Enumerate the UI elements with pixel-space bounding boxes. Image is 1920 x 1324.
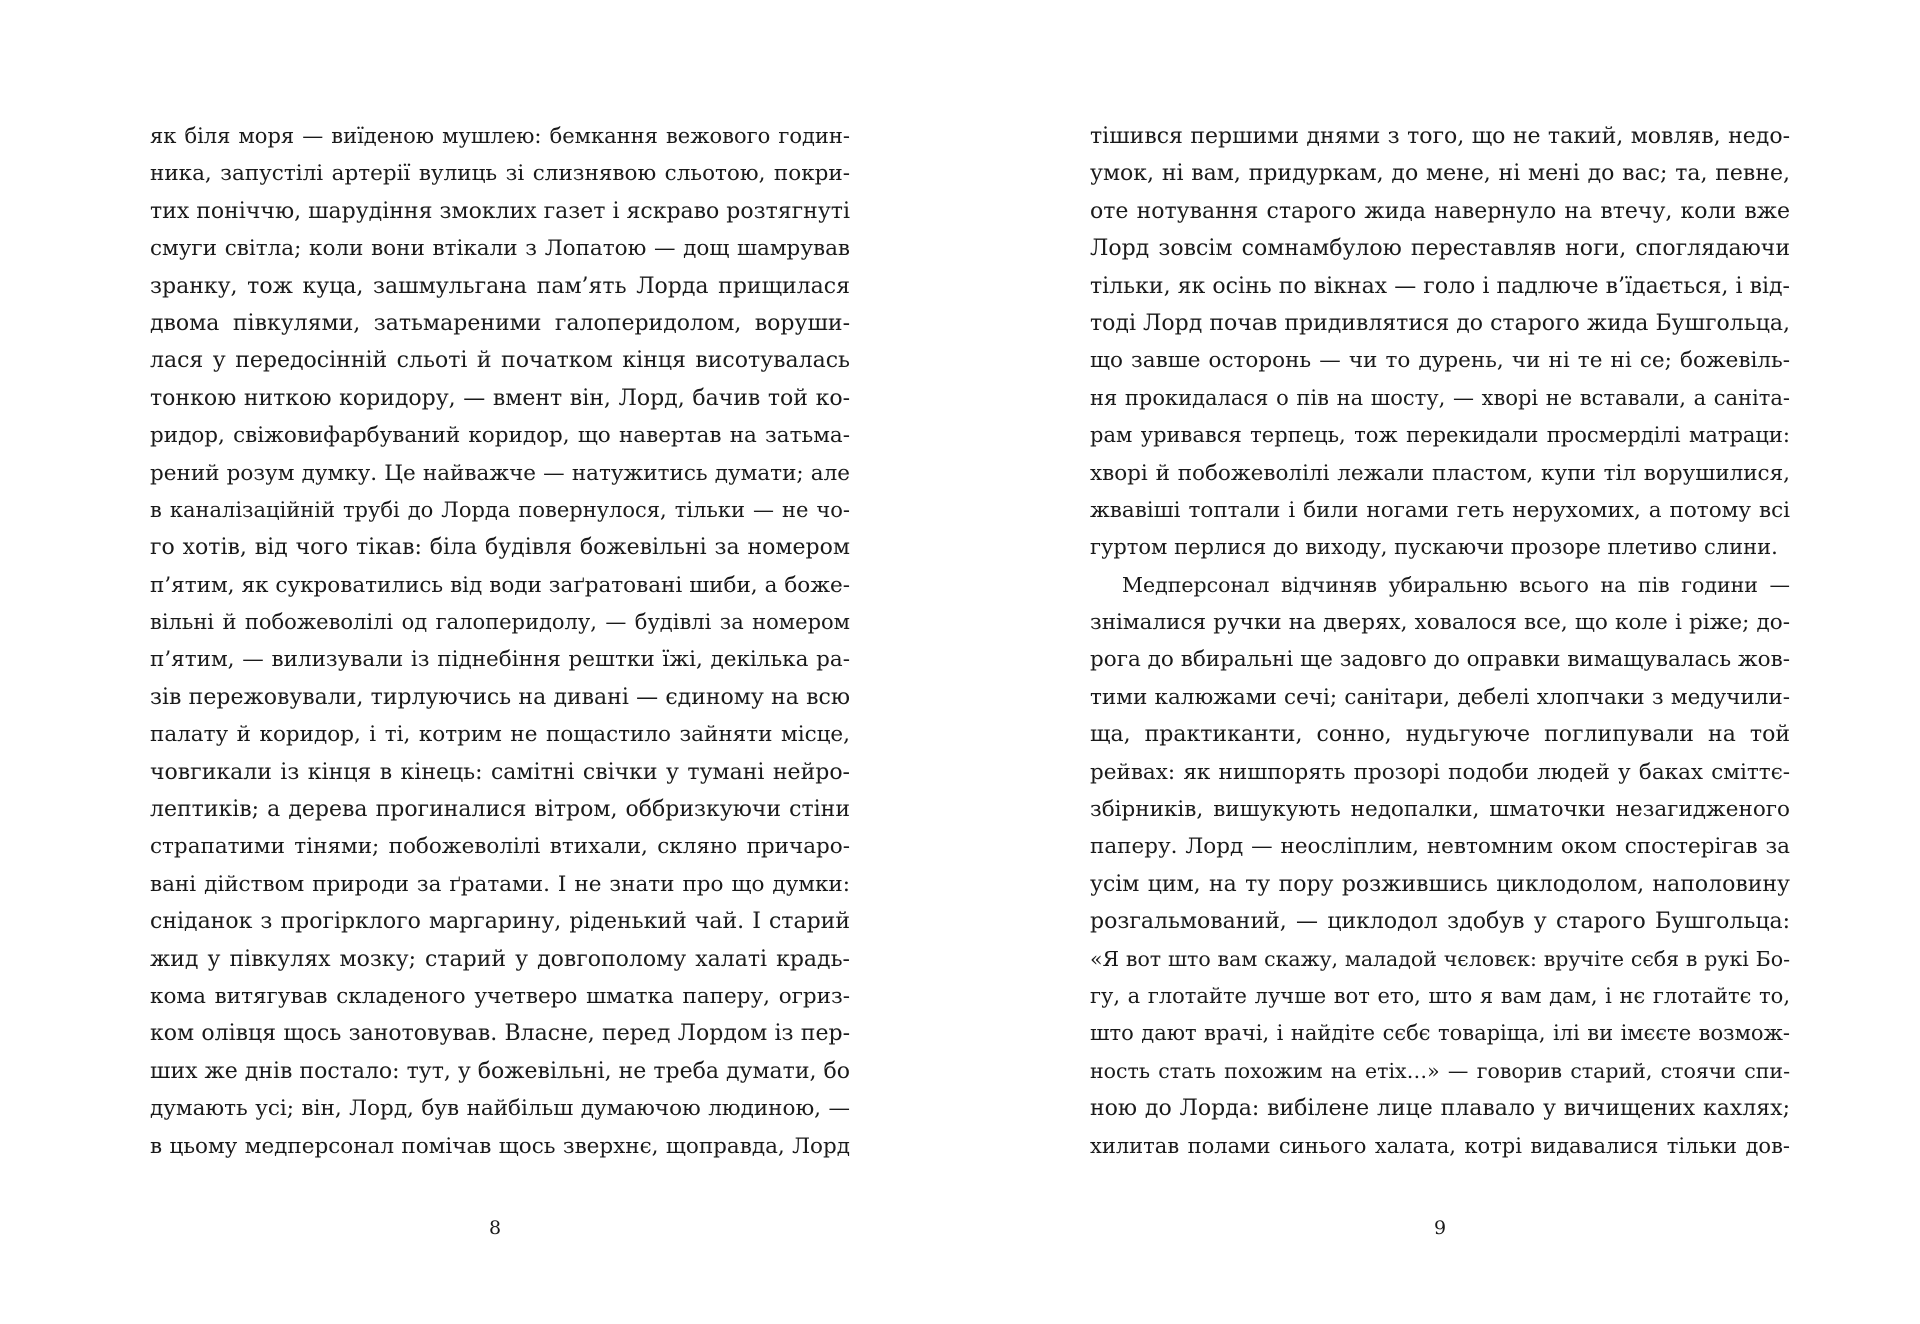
text-line: «Я вот што вам скажу, маладой чєловєк: вручіте сєбя в рукі Бо- bbox=[1090, 946, 1790, 971]
text-line: ридор, свіжовифарбуваний коридор, що навертав на затьма- bbox=[150, 423, 850, 449]
text-line: Лорд зовсім сомнамбулою переставляв ноги, споглядаючи bbox=[1090, 236, 1790, 262]
text-line: гуртом перлися до виходу, пускаючи прозоре плетиво слини. bbox=[1090, 535, 1778, 560]
left-page-text bbox=[150, 118, 850, 1165]
text-line: кома витягував складеного учетверо шматка паперу, огриз- bbox=[150, 983, 850, 1009]
text-line: палату й коридор, і ті, котрим не пощастило зайняти місце, bbox=[150, 722, 850, 748]
text-line: двома півкулями, затьмареними галоперидолом, воруши- bbox=[150, 310, 850, 336]
text-line: розгальмований, — циклодол здобув у старого Бушгольца: bbox=[1090, 909, 1790, 935]
text-line: тішився першими днями з того, що не такий, мовляв, недо- bbox=[1090, 124, 1790, 149]
text-line: рейвах: як нишпорять прозорі подоби людей у баках сміттє- bbox=[1090, 759, 1790, 785]
text-line: го хотів, від чого тікав: біла будівля божевільні за номером bbox=[150, 535, 850, 561]
text-line: жид у півкулях мозку; старий у довгополому халаті крадь- bbox=[150, 946, 850, 972]
text-line: гу, а глотайте лучше вот ето, што я вам дам, і нє глотайтє то, bbox=[1090, 983, 1790, 1008]
text-line: смуги світла; коли вони втікали з Лопатою — дощ шамрував bbox=[150, 236, 850, 262]
text-line: в цьому медперсонал помічав щось зверхнє, щоправда, Лорд bbox=[150, 1133, 850, 1159]
text-line: Медперсонал відчиняв убиральню всього на пів години — bbox=[1122, 572, 1790, 597]
text-line: човгикали із кінця в кінець: самітні свічки у тумані нейро- bbox=[150, 759, 850, 785]
right-page-number: 9 bbox=[1433, 1217, 1447, 1239]
text-line: оте нотування старого жида навернуло на втечу, коли вже bbox=[1090, 198, 1790, 224]
text-line: знімалися ручки на дверях, ховалося все, що коле і ріже; до- bbox=[1090, 610, 1790, 636]
text-line: збірників, вишукують недопалки, шматочки незагидженого bbox=[1090, 797, 1790, 823]
text-line: хворі й побожеволілі лежали пластом, купи тіл ворушилися, bbox=[1090, 460, 1790, 486]
text-line: ность стать похожим на етіх…» — говорив старий, стоячи спи- bbox=[1090, 1058, 1790, 1083]
text-line: рам уривався терпець, тож перекидали просмерділі матраци: bbox=[1090, 423, 1790, 448]
text-line: тоді Лорд почав придивлятися до старого жида Бушгольца, bbox=[1090, 310, 1790, 336]
text-line: рога до вбиральні ще задовго до оправки вимащувалась жов- bbox=[1090, 647, 1790, 673]
text-line: ника, запустілі артерії вулиць зі слизнявою сльотою, покри- bbox=[150, 161, 850, 187]
right-page bbox=[960, 0, 1920, 1324]
text-line: зранку, тож куца, зашмульгана пам’ять Лорда прищилася bbox=[150, 273, 850, 299]
text-line: рений розум думку. Це найважче — натужитись думати; але bbox=[150, 460, 850, 486]
text-line: що завше осторонь — чи то дурень, чи ні те ні се; божевіль- bbox=[1090, 348, 1790, 374]
text-line: усім цим, на ту пору розжившись циклодолом, наполовину bbox=[1090, 871, 1790, 897]
text-line: ною до Лорда: вибілене лице плавало у вичищених кахлях; bbox=[1090, 1096, 1790, 1122]
text-line: як біля моря — виїденою мушлею: бемкання вежового годин- bbox=[150, 124, 850, 148]
text-line: лептиків; а дерева прогиналися вітром, оббризкуючи стіни bbox=[150, 797, 850, 823]
text-line: п’ятим, — вилизували із піднебіння рештки їжі, декілька ра- bbox=[150, 647, 850, 673]
text-line: жвавіші топтали і били ногами геть нерухомих, а потому всі bbox=[1090, 497, 1790, 523]
text-line: вільні й побожеволілі од галоперидолу, — будівлі за номером bbox=[150, 610, 850, 635]
left-page-number: 8 bbox=[488, 1217, 502, 1239]
text-line: ком олівця щось занотовував. Власне, перед Лордом із пер- bbox=[150, 1021, 850, 1047]
text-line: п’ятим, як сукроватились від води заґратовані шиби, а боже- bbox=[150, 572, 850, 598]
text-line: вані дійством природи за ґратами. І не знати про що думки: bbox=[150, 871, 850, 897]
text-line: умок, ні вам, придуркам, до мене, ні мені до вас; та, певне, bbox=[1090, 161, 1790, 187]
text-line: страпатими тінями; побожеволілі втихали, скляно причаро- bbox=[150, 834, 850, 860]
text-line: ща, практиканти, сонно, нудьгуюче поглипували на той bbox=[1090, 722, 1790, 748]
text-line: тільки, як осінь по вікнах — голо і падлюче в’їдається, і від- bbox=[1090, 273, 1790, 299]
right-page-text bbox=[1090, 118, 1790, 1165]
text-line: тонкою ниткою коридору, — вмент він, Лорд, бачив той ко- bbox=[150, 385, 850, 411]
text-line: в каналізаційній трубі до Лорда повернулося, тільки — не чо- bbox=[150, 497, 850, 522]
text-line: сніданок з прогірклого маргарину, ріденький чай. І старий bbox=[150, 909, 850, 935]
text-line: што дают врачі, і найдіте сєбє товаріща, ілі ви імєєте возмож- bbox=[1090, 1021, 1790, 1046]
text-line: ня прокидалася о пів на шосту, — хворі не вставали, а саніта- bbox=[1090, 385, 1790, 410]
text-line: зів пережовували, тирлуючись на дивані — єдиному на всю bbox=[150, 684, 850, 710]
text-line: ших же днів постало: тут, у божевільні, не треба думати, бо bbox=[150, 1058, 850, 1084]
text-line: лася у передосінній сльоті й початком кінця висотувалась bbox=[150, 348, 850, 374]
text-line: хилитав полами синього халата, котрі видавалися тільки дов- bbox=[1090, 1133, 1790, 1158]
text-line: тих поніччю, шарудіння змоклих газет і яскраво розтягнуті bbox=[150, 198, 850, 224]
text-line: тими калюжами сечі; санітари, дебелі хлопчаки з медучили- bbox=[1090, 684, 1790, 710]
text-line: думають усі; він, Лорд, був найбільш думаючою людиною, — bbox=[150, 1096, 850, 1122]
text-line: паперу. Лорд — неосліплим, невтомним оком спостерігав за bbox=[1090, 834, 1790, 860]
